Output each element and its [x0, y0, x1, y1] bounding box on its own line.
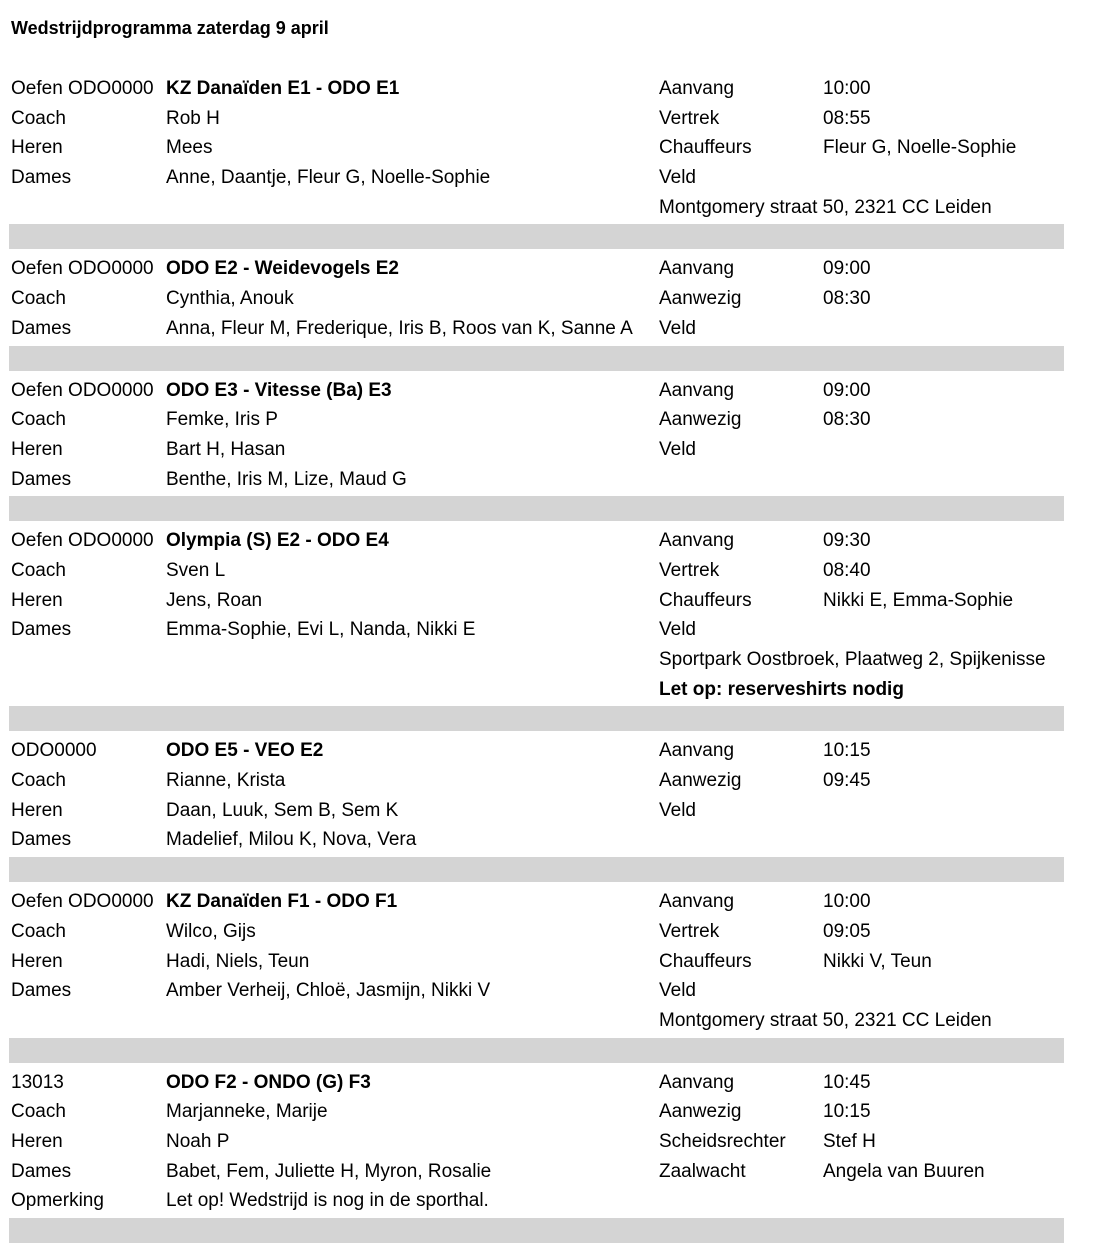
- row-value: Emma-Sophie, Evi L, Nanda, Nikki E: [166, 619, 476, 641]
- row-label: Coach: [11, 107, 66, 129]
- info-label: Veld: [659, 799, 696, 821]
- row-label: Coach: [11, 288, 66, 310]
- info-label: Aanwezig: [659, 288, 742, 310]
- row-label: ODO0000: [11, 740, 97, 762]
- match-separator: [9, 224, 1064, 249]
- row-label: Oefen ODO0000: [11, 78, 154, 99]
- info-value: 08:30: [823, 409, 871, 431]
- row-label: Dames: [11, 468, 72, 490]
- page-title: Wedstrijdprogramma zaterdag 9 april: [11, 18, 329, 38]
- info-label: Veld: [659, 317, 696, 339]
- match-row: [11, 645, 1064, 675]
- match-row: [11, 1157, 1064, 1187]
- info-label: Sportpark Oostbroek, Plaatweg 2, Spijkenisse: [659, 649, 1046, 670]
- match-row: [11, 917, 1064, 947]
- match-row: [11, 314, 1064, 344]
- row-value: Anne, Daantje, Fleur G, Noelle-Sophie: [166, 167, 491, 189]
- match-block: [11, 1068, 1064, 1243]
- match-row: [11, 947, 1064, 977]
- row-label: Coach: [11, 1101, 66, 1123]
- match-block: [11, 887, 1064, 1062]
- match-list: [11, 74, 1104, 1243]
- row-value: Amber Verheij, Chloë, Jasmijn, Nikki V: [166, 980, 491, 1002]
- row-value: Babet, Fem, Juliette H, Myron, Rosalie: [166, 1160, 492, 1182]
- match-block: [11, 376, 1064, 522]
- row-label: Oefen ODO0000: [11, 530, 154, 552]
- info-value: Fleur G, Noelle-Sophie: [823, 137, 1017, 159]
- info-label: Aanvang: [659, 379, 735, 401]
- info-value: 09:00: [823, 379, 871, 401]
- match-separator: [9, 496, 1064, 521]
- row-value: Bart H, Hasan: [166, 438, 286, 460]
- row-value: Rob H: [166, 107, 220, 129]
- info-label: Aanvang: [659, 78, 735, 99]
- info-value: 10:15: [823, 1101, 871, 1123]
- info-label: Aanwezig: [659, 1101, 742, 1123]
- row-label: Heren: [11, 799, 63, 821]
- row-label: Oefen ODO0000: [11, 258, 154, 280]
- info-value: 10:00: [823, 78, 871, 99]
- match-block: [11, 254, 1064, 370]
- info-label: Chauffeurs: [659, 589, 752, 611]
- match-separator: [9, 346, 1064, 371]
- row-label: Coach: [11, 409, 66, 431]
- info-label: Aanvang: [659, 1071, 735, 1093]
- info-value: 09:45: [823, 770, 871, 792]
- info-value: 09:05: [823, 920, 871, 942]
- match-separator: [9, 1218, 1064, 1243]
- row-label: Dames: [11, 829, 72, 851]
- match-row: [11, 133, 1064, 163]
- info-label: Vertrek: [659, 107, 720, 129]
- info-value: 08:40: [823, 559, 871, 581]
- info-value: Angela van Buuren: [823, 1160, 985, 1182]
- info-label: Veld: [659, 167, 696, 189]
- match-separator: [9, 857, 1064, 882]
- info-label: Veld: [659, 438, 696, 460]
- row-value: Sven L: [166, 559, 226, 581]
- row-value: Marjanneke, Marije: [166, 1101, 328, 1123]
- info-label: Aanvang: [659, 530, 735, 552]
- match-row: [11, 1127, 1064, 1157]
- row-label: Dames: [11, 1160, 72, 1182]
- row-label: Heren: [11, 950, 63, 972]
- match-row: [11, 435, 1064, 465]
- info-label: Aanwezig: [659, 770, 742, 792]
- info-value: Stef H: [823, 1130, 876, 1152]
- row-label: Dames: [11, 317, 72, 339]
- row-value: Mees: [166, 137, 213, 159]
- info-value: 10:45: [823, 1071, 871, 1093]
- info-value: 09:30: [823, 530, 871, 552]
- match-teams: ODO F2 - ONDO (G) F3: [166, 1071, 371, 1093]
- row-label: Oefen ODO0000: [11, 891, 154, 913]
- row-label: Dames: [11, 619, 72, 641]
- info-label: Vertrek: [659, 920, 720, 942]
- row-value: Daan, Luuk, Sem B, Sem K: [166, 799, 399, 821]
- match-row: [11, 675, 1064, 705]
- row-value: Hadi, Niels, Teun: [166, 950, 310, 972]
- row-label: Heren: [11, 438, 63, 460]
- row-value: Cynthia, Anouk: [166, 288, 294, 310]
- row-label: Opmerking: [11, 1190, 104, 1212]
- match-row: [11, 1006, 1064, 1036]
- info-label: Scheidsrechter: [659, 1130, 786, 1152]
- info-label: Zaalwacht: [659, 1160, 746, 1182]
- match-teams: ODO E2 - Weidevogels E2: [166, 258, 400, 280]
- match-separator: [9, 1038, 1064, 1063]
- info-label: Veld: [659, 619, 696, 641]
- match-row: [11, 586, 1064, 616]
- row-value: Madelief, Milou K, Nova, Vera: [166, 829, 417, 851]
- match-teams: KZ Danaïden E1 - ODO E1: [166, 78, 400, 99]
- match-teams: Olympia (S) E2 - ODO E4: [166, 530, 389, 552]
- row-value: Femke, Iris P: [166, 409, 278, 431]
- match-teams: ODO E5 - VEO E2: [166, 740, 324, 762]
- row-value: Anna, Fleur M, Frederique, Iris B, Roos van K, Sanne A: [166, 317, 633, 339]
- info-value: Nikki V, Teun: [823, 950, 932, 972]
- match-row: [11, 526, 1064, 556]
- info-label: Montgomery straat 50, 2321 CC Leiden: [659, 1009, 992, 1031]
- row-label: Coach: [11, 920, 66, 942]
- info-label: Aanvang: [659, 258, 735, 280]
- info-value: 08:30: [823, 288, 871, 310]
- row-value: Jens, Roan: [166, 589, 263, 611]
- row-label: Coach: [11, 559, 66, 581]
- match-row: [11, 825, 1064, 855]
- info-label: Let op: reserveshirts nodig: [659, 678, 904, 700]
- info-label: Veld: [659, 980, 696, 1002]
- match-row: [11, 254, 1064, 284]
- match-row: [11, 284, 1064, 314]
- match-row: [11, 465, 1064, 495]
- match-row: [11, 887, 1064, 917]
- match-row: [11, 976, 1064, 1006]
- match-row: [11, 193, 1064, 223]
- match-teams: KZ Danaïden F1 - ODO F1: [166, 891, 398, 913]
- row-value: Benthe, Iris M, Lize, Maud G: [166, 468, 407, 490]
- row-value: Let op! Wedstrijd is nog in de sporthal.: [166, 1190, 489, 1212]
- match-block: [11, 736, 1064, 882]
- match-row: [11, 556, 1064, 586]
- match-row: [11, 163, 1064, 193]
- info-label: Vertrek: [659, 559, 720, 581]
- info-label: Aanvang: [659, 740, 735, 762]
- match-teams: ODO E3 - Vitesse (Ba) E3: [166, 379, 392, 401]
- info-value: Nikki E, Emma-Sophie: [823, 589, 1014, 611]
- match-row: [11, 736, 1064, 766]
- row-label: Coach: [11, 770, 66, 792]
- info-label: Aanwezig: [659, 409, 742, 431]
- match-row: [11, 104, 1064, 134]
- info-label: Chauffeurs: [659, 137, 752, 159]
- info-label: Chauffeurs: [659, 950, 752, 972]
- info-label: Aanvang: [659, 891, 735, 913]
- match-row: [11, 1186, 1064, 1216]
- row-label: Dames: [11, 167, 72, 189]
- row-label: Oefen ODO0000: [11, 379, 154, 401]
- match-row: [11, 1097, 1064, 1127]
- match-block: [11, 74, 1064, 249]
- info-value: 08:55: [823, 107, 871, 129]
- info-label: Montgomery straat 50, 2321 CC Leiden: [659, 196, 992, 218]
- row-value: Rianne, Krista: [166, 770, 286, 792]
- match-row: [11, 74, 1064, 104]
- match-row: [11, 766, 1064, 796]
- match-row: [11, 376, 1064, 406]
- match-row: [11, 1068, 1064, 1098]
- match-row: [11, 405, 1064, 435]
- row-label: 13013: [11, 1071, 64, 1093]
- row-label: Heren: [11, 589, 63, 611]
- row-label: Heren: [11, 1130, 63, 1152]
- info-value: 10:15: [823, 740, 871, 762]
- match-block: [11, 526, 1064, 731]
- row-label: Heren: [11, 137, 63, 159]
- row-value: Noah P: [166, 1130, 230, 1152]
- match-row: [11, 796, 1064, 826]
- match-row: [11, 615, 1064, 645]
- match-separator: [9, 706, 1064, 731]
- row-label: Dames: [11, 980, 72, 1002]
- info-value: 10:00: [823, 891, 871, 913]
- info-value: 09:00: [823, 258, 871, 280]
- row-value: Wilco, Gijs: [166, 920, 256, 942]
